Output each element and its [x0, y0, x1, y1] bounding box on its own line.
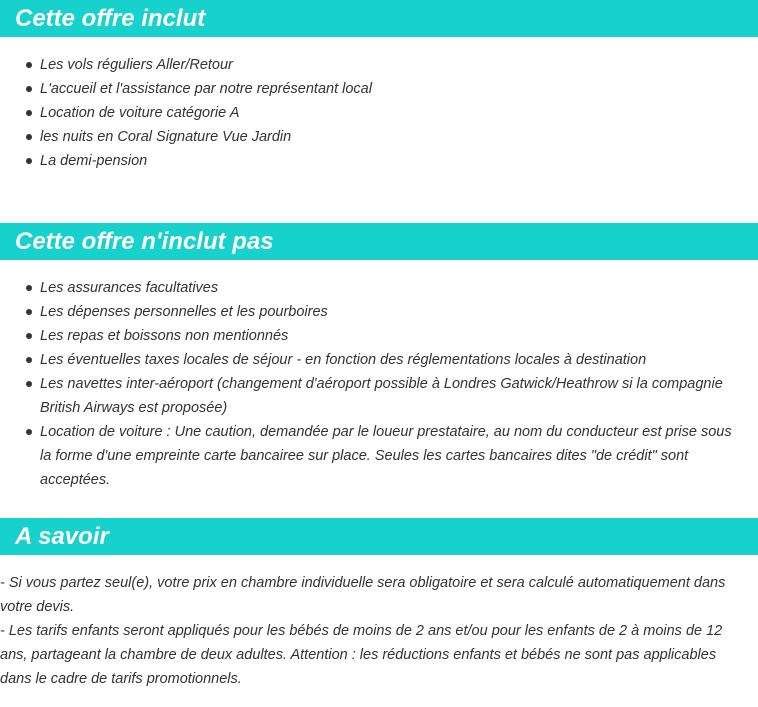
excluded-title: Cette offre n'inclut pas: [0, 223, 758, 260]
note-line: - Si vous partez seul(e), votre prix en chambre individuelle sera obligatoire et sera calculé automatiquement dans votre devis.: [0, 575, 726, 615]
notes-body: [0, 571, 758, 691]
list-item: L'accueil et l'assistance par notre représentant local: [0, 77, 758, 101]
list-item: Location de voiture catégorie A: [0, 101, 758, 125]
excluded-section: [0, 223, 758, 492]
notes-section: [0, 518, 758, 691]
excluded-list: [0, 276, 758, 492]
list-item: les nuits en Coral Signature Vue Jardin: [0, 125, 758, 149]
included-title: Cette offre inclut: [0, 0, 758, 37]
notes-title: A savoir: [0, 518, 758, 555]
included-section: [0, 0, 758, 173]
included-list: [0, 53, 758, 173]
list-item: La demi-pension: [0, 149, 758, 173]
list-item: Les navettes inter-aéroport (changement d'aéroport possible à Londres Gatwick/Heathrow si la compagnie British Airways est proposée): [0, 372, 758, 420]
list-item: Les éventuelles taxes locales de séjour - en fonction des réglementations locales à destination: [0, 348, 758, 372]
list-item: Les dépenses personnelles et les pourboires: [0, 300, 758, 324]
list-item: Les repas et boissons non mentionnés: [0, 324, 758, 348]
list-item: Les assurances facultatives: [0, 276, 758, 300]
list-item: Les vols réguliers Aller/Retour: [0, 53, 758, 77]
list-item: Location de voiture : Une caution, demandée par le loueur prestataire, au nom du conducteur est prise sous la forme d'une empreinte carte bancairee sur place. Seules les cartes bancaires dites "de crédit" sont acceptées.: [0, 420, 758, 492]
note-line: - Les tarifs enfants seront appliqués pour les bébés de moins de 2 ans et/ou pour les enfants de 2 à moins de 12 ans, partageant la chambre de deux adultes. Attention : les réductions enfants et bébés ne sont pas applicables dans le cadre de tarifs promotionnels.: [0, 623, 723, 687]
